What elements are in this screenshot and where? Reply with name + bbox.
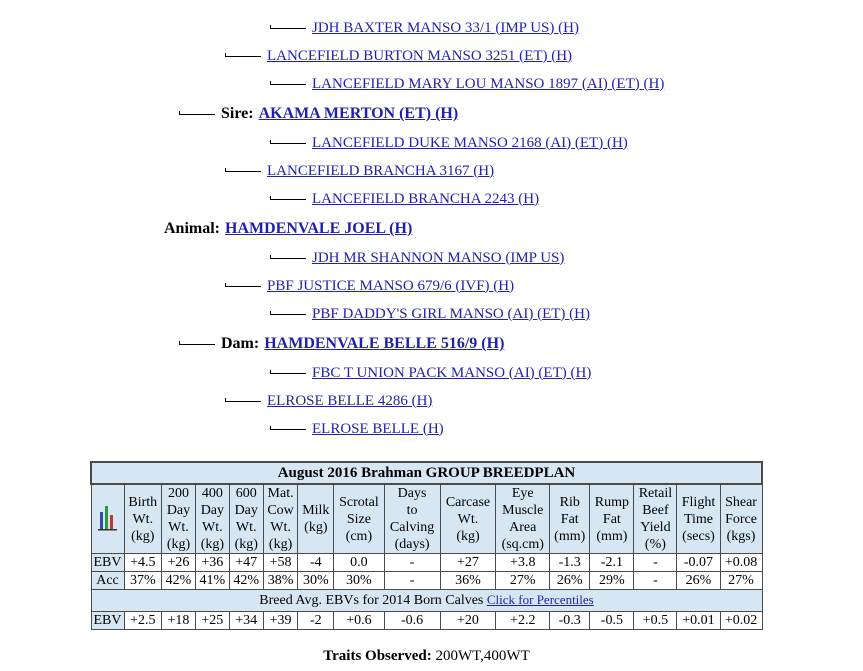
percentiles-link[interactable]: Click for Percentiles	[486, 592, 594, 607]
ebv-header-line: (kg)	[166, 537, 191, 552]
acc-value-cell: -	[384, 572, 440, 590]
pedigree-row-sire-dam-sire	[270, 132, 628, 154]
breed-avg-value-cell: +18	[162, 612, 196, 630]
pedigree-row-dam-dam	[225, 390, 432, 412]
traits-observed-value: 200WT,400WT	[435, 648, 530, 664]
ebv-header-cell	[440, 484, 496, 554]
ebv-table	[90, 461, 763, 630]
ebv-header-line: (sq.cm)	[501, 537, 544, 552]
link-dam-sire-sire[interactable]: JDH MR SHANNON MANSO (IMP US)	[312, 249, 565, 266]
bar-chart-icon[interactable]	[91, 484, 124, 554]
ebv-header-line: (kg)	[200, 537, 225, 552]
ebv-header-cell	[496, 484, 550, 554]
ebv-table-title-row	[91, 462, 762, 484]
pedigree-connector	[270, 373, 306, 374]
pedigree-row-sire	[179, 103, 458, 125]
pedigree-row-dam-sire-sire	[270, 247, 564, 269]
link-sire-sire-dam[interactable]: LANCEFIELD MARY LOU MANSO 1897 (AI) (ET) (H)	[312, 75, 665, 92]
ebv-value-cell: +0.08	[720, 554, 762, 572]
ebv-header-cell	[162, 484, 196, 554]
ebv-header-line: Fat	[560, 511, 579, 527]
traits-observed-label: Traits Observed:	[323, 648, 432, 664]
ebv-header-line: Scrotal	[339, 494, 379, 510]
acc-value-cell: 29%	[590, 572, 634, 590]
link-dam-dam-dam[interactable]: ELROSE BELLE (H)	[312, 420, 444, 437]
ebv-header-line: to	[406, 503, 418, 518]
ebv-header-line: Wt.	[457, 511, 479, 527]
pedigree-row-sire-sire-sire	[270, 17, 579, 39]
traits-observed	[0, 648, 853, 665]
ebv-value-cell: 0.0	[334, 554, 384, 572]
pedigree-row-dam-dam-sire	[270, 362, 591, 384]
ebv-header-line: (%)	[644, 537, 666, 552]
link-dam-sire[interactable]: PBF JUSTICE MANSO 679/6 (IVF) (H)	[267, 277, 515, 294]
ebv-value-cell: +3.8	[496, 554, 550, 572]
ebv-header-line: (kg)	[234, 537, 258, 552]
pedigree-row-dam	[179, 333, 504, 355]
ebv-value-cell: +4.5	[124, 554, 162, 572]
ebv-header-line: Wt.	[168, 520, 189, 535]
ebv-header-line: Carcase	[445, 494, 491, 510]
pedigree-connector	[270, 429, 306, 430]
ebv-header-line: Time	[683, 511, 714, 527]
sire-label: Sire:	[221, 105, 254, 122]
pedigree-connector	[225, 401, 261, 402]
pedigree-row-animal	[164, 218, 412, 240]
pedigree-row-sire-dam	[225, 160, 494, 182]
ebv-value-cell: +26	[162, 554, 196, 572]
ebv-values-row	[91, 554, 762, 572]
ebv-header-cell	[720, 484, 762, 554]
ebv-header-line: Wt.	[202, 520, 223, 535]
pedigree-row-sire-dam-dam	[270, 188, 539, 210]
ebv-header-line: Muscle	[502, 503, 544, 518]
pedigree-connector	[225, 286, 261, 287]
link-sire-dam[interactable]: LANCEFIELD BRANCHA 3167 (H)	[267, 162, 495, 179]
pedigree-connector	[270, 28, 306, 29]
ebv-header-line: Mat.	[267, 486, 294, 501]
acc-values-row	[91, 572, 762, 590]
ebv-header-line: 600	[235, 486, 257, 501]
breed-avg-value-cell: +34	[229, 612, 263, 630]
ebv-header-line: Force	[725, 511, 757, 527]
ebv-header-line: (cm)	[345, 528, 373, 544]
acc-value-cell: 26%	[550, 572, 590, 590]
ebv-header-line: (days)	[394, 537, 430, 552]
pedigree-connector	[270, 258, 306, 259]
bar-chart-icon-graphic	[97, 502, 119, 532]
acc-value-cell: 42%	[229, 572, 263, 590]
pedigree-connector	[270, 143, 306, 144]
link-dam-dam-sire[interactable]: FBC T UNION PACK MANSO (AI) (ET) (H)	[312, 364, 592, 381]
ebv-header-line: (kgs)	[726, 528, 756, 544]
breed-avg-value-cell: +2.2	[496, 612, 550, 630]
breed-avg-value-cell: +0.6	[334, 612, 384, 630]
ebv-header-line: Eye	[511, 486, 534, 501]
pedigree-connector	[225, 171, 261, 172]
ebv-header-line: Milk	[302, 503, 330, 518]
breed-avg-value-cell: +2.5	[124, 612, 162, 630]
acc-value-cell: 27%	[720, 572, 762, 590]
ebv-header-line: Birth	[128, 494, 158, 510]
pedigree-connector	[270, 199, 306, 200]
ebv-header-cell	[384, 484, 440, 554]
link-sire-dam-dam[interactable]: LANCEFIELD BRANCHA 2243 (H)	[312, 190, 540, 207]
ebv-value-cell: -1.3	[550, 554, 590, 572]
breed-avg-value-cell: +0.02	[720, 612, 762, 630]
pedigree-row-sire-sire	[225, 45, 572, 67]
breed-avg-values-row	[91, 612, 762, 630]
ebv-header-line: (kg)	[304, 520, 328, 535]
ebv-header-cell	[634, 484, 677, 554]
ebv-value-cell: -2.1	[590, 554, 634, 572]
ebv-table-title: August 2016 Brahman GROUP BREEDPLAN	[91, 462, 762, 484]
pedigree-row-dam-dam-dam	[270, 418, 444, 440]
ebv-value-cell: -4	[298, 554, 334, 572]
ebv-header-cell	[124, 484, 162, 554]
acc-value-cell: 30%	[334, 572, 384, 590]
link-dam[interactable]: HAMDENVALE BELLE 516/9 (H)	[264, 335, 505, 352]
ebv-header-line: Wt.	[270, 520, 291, 535]
breed-avg-value-cell: +39	[263, 612, 298, 630]
ebv-header-cell	[334, 484, 384, 554]
acc-value-cell: 41%	[195, 572, 229, 590]
ebv-header-line: Wt.	[132, 511, 154, 527]
ebv-header-line: Day	[166, 503, 191, 518]
ebv-header-line: Calving	[389, 520, 435, 535]
ebv-row-label: EBV	[91, 554, 124, 572]
breed-avg-title-row	[91, 590, 762, 612]
pedigree-connector	[225, 56, 261, 57]
link-sire-dam-sire[interactable]: LANCEFIELD DUKE MANSO 2168 (AI) (ET) (H)	[312, 134, 628, 151]
ebv-value-cell: -	[634, 554, 677, 572]
ebv-header-cell	[550, 484, 590, 554]
acc-value-cell: 36%	[440, 572, 496, 590]
ebv-header-line: (kg)	[268, 537, 293, 552]
ebv-header-cell	[677, 484, 720, 554]
breed-avg-value-cell: +25	[195, 612, 229, 630]
ebv-header-cell	[263, 484, 298, 554]
ebv-header-line: Wt.	[235, 520, 257, 535]
breed-avg-title-text: Breed Avg. EBVs for 2014 Born Calves	[259, 593, 484, 608]
acc-value-cell: 37%	[124, 572, 162, 590]
ebv-value-cell: +27	[440, 554, 496, 572]
ebv-header-line: Fat	[602, 511, 621, 527]
ebv-header-line: (mm)	[554, 528, 586, 544]
ebv-header-line: Area	[509, 520, 537, 535]
ebv-header-line: Retail	[638, 486, 673, 501]
ebv-header-line: (secs)	[682, 528, 715, 544]
acc-value-cell: 26%	[677, 572, 720, 590]
pedigree-connector	[179, 114, 215, 115]
ebv-header-cell	[590, 484, 634, 554]
ebv-header-line: Day	[200, 503, 225, 518]
link-dam-sire-dam[interactable]: PBF DADDY'S GIRL MANSO (AI) (ET) (H)	[312, 305, 590, 322]
ebv-header-line: 400	[201, 486, 223, 501]
acc-row-label: Acc	[91, 572, 124, 590]
breed-avg-title	[91, 590, 762, 612]
ebv-header-line: Rump	[594, 494, 629, 510]
ebv-value-cell: -	[384, 554, 440, 572]
acc-value-cell: -	[634, 572, 677, 590]
ebv-value-cell: +47	[229, 554, 263, 572]
ebv-header-line: Days	[397, 486, 427, 501]
breed-avg-value-cell: +20	[440, 612, 496, 630]
breed-avg-value-cell: -2	[298, 612, 334, 630]
ebv-header-line: Shear	[725, 494, 757, 510]
ebv-header-row	[91, 484, 762, 554]
pedigree-connector	[270, 314, 306, 315]
ebv-header-line: Size	[346, 511, 371, 527]
acc-value-cell: 27%	[496, 572, 550, 590]
ebv-value-cell: +58	[263, 554, 298, 572]
pedigree-row-dam-sire	[225, 275, 514, 297]
link-dam-dam[interactable]: ELROSE BELLE 4286 (H)	[267, 392, 433, 409]
ebv-header-line: Day	[234, 503, 258, 518]
link-sire-sire[interactable]: LANCEFIELD BURTON MANSO 3251 (ET) (H)	[267, 47, 573, 64]
link-animal[interactable]: HAMDENVALE JOEL (H)	[225, 220, 413, 237]
ebv-header-line: Cow	[267, 503, 294, 518]
breed-avg-value-cell: -0.3	[550, 612, 590, 630]
ebv-value-cell: +36	[195, 554, 229, 572]
ebv-header-line: (kg)	[456, 528, 480, 544]
ebv-value-cell: -0.07	[677, 554, 720, 572]
link-sire[interactable]: AKAMA MERTON (ET) (H)	[258, 105, 459, 122]
pedigree-connector	[270, 84, 306, 85]
ebv-header-line: (kg)	[131, 528, 155, 544]
ebv-header-line: Yield	[640, 520, 671, 535]
breed-avg-row-label: EBV	[91, 612, 124, 630]
acc-value-cell: 42%	[162, 572, 196, 590]
acc-value-cell: 30%	[298, 572, 334, 590]
link-sire-sire-sire[interactable]: JDH BAXTER MANSO 33/1 (IMP US) (H)	[312, 19, 579, 36]
ebv-header-line: Flight	[681, 494, 716, 510]
acc-value-cell: 38%	[263, 572, 298, 590]
breed-avg-value-cell: +0.5	[634, 612, 677, 630]
breed-avg-value-cell: +0.01	[677, 612, 720, 630]
breed-avg-value-cell: -0.6	[384, 612, 440, 630]
ebv-header-line: Rib	[559, 494, 580, 510]
ebv-header-line: (mm)	[596, 528, 628, 544]
pedigree-row-dam-sire-dam	[270, 303, 590, 325]
ebv-header-cell	[195, 484, 229, 554]
breed-avg-value-cell: -0.5	[590, 612, 634, 630]
ebv-header-cell	[298, 484, 334, 554]
animal-label: Animal:	[164, 220, 220, 237]
dam-label: Dam:	[221, 335, 260, 352]
ebv-header-line: 200	[167, 486, 189, 501]
ebv-header-line: Beef	[642, 503, 669, 518]
pedigree-row-sire-sire-dam	[270, 73, 664, 95]
pedigree-connector	[179, 344, 215, 345]
ebv-header-cell	[229, 484, 263, 554]
